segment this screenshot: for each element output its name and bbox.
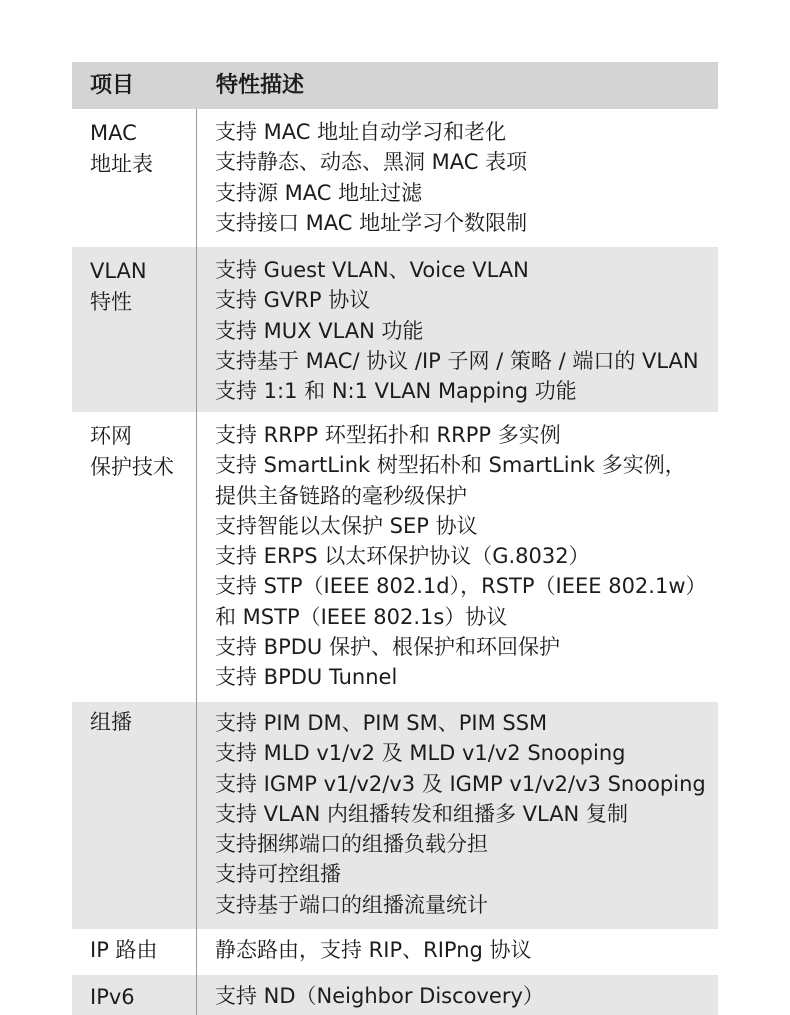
row-item [72, 975, 196, 1015]
desc-line: 支持 1:1 和 N:1 VLAN Mapping 功能 [215, 379, 577, 404]
desc-line: 支持 BPDU Tunnel [215, 665, 398, 690]
desc-line: 支持 ND（Neighbor Discovery） [215, 984, 544, 1008]
feature-table [72, 62, 718, 1015]
row-item [72, 412, 196, 702]
desc-line: 支持基于端口的组播流量统计 [215, 892, 488, 917]
row-desc [196, 412, 718, 702]
row-desc [196, 702, 718, 929]
desc-line: 提供主备链路的毫秒级保护 [215, 483, 467, 508]
desc-line: 支持 ERPS 以太环保护协议（G.8032） [215, 544, 590, 569]
desc-line: 支持基于 MAC/ 协议 /IP 子网 / 策略 / 端口的 VLAN [215, 348, 699, 373]
header-item: 项目 [90, 73, 135, 98]
row-item [72, 929, 196, 975]
item-line: 环网 [90, 424, 132, 448]
table-row [72, 412, 718, 702]
item-line: 地址表 [90, 152, 153, 176]
item-line: MAC [90, 121, 137, 145]
desc-line: 支持 STP（IEEE 802.1d），RSTP（IEEE 802.1w） [215, 574, 707, 599]
row-item [72, 109, 196, 247]
desc-line: 支持可控组播 [215, 862, 341, 887]
desc-line: 支持 SmartLink 树型拓朴和 SmartLink 多实例， [215, 453, 686, 478]
item-line: IPv6 [90, 985, 135, 1009]
desc-line: 静态路由，支持 RIP、RIPng 协议 [215, 938, 532, 962]
row-item [72, 247, 196, 412]
row-desc [196, 929, 718, 975]
desc-line: 支持 VLAN 内组播转发和组播多 VLAN 复制 [215, 801, 628, 826]
desc-line: 支持智能以太保护 SEP 协议 [215, 513, 478, 538]
table-row [72, 247, 718, 412]
desc-line: 支持 PIM DM、PIM SM、PIM SSM [215, 711, 548, 735]
desc-line: 支持捆绑端口的组播负载分担 [215, 832, 488, 857]
row-desc [196, 247, 718, 412]
item-line: 保护技术 [90, 455, 174, 479]
desc-line: 支持 BPDU 保护、根保护和环回保护 [215, 635, 560, 660]
item-line: 组播 [90, 710, 132, 734]
desc-line: 支持静态、动态、黑洞 MAC 表项 [215, 150, 528, 175]
table-row [72, 975, 718, 1015]
table-row [72, 702, 718, 929]
header-desc: 特性描述 [216, 73, 305, 98]
item-line: VLAN [90, 259, 147, 283]
table-header [72, 62, 718, 109]
row-desc [196, 975, 718, 1015]
table-row [72, 109, 718, 247]
desc-line: 支持 IGMP v1/v2/v3 及 IGMP v1/v2/v3 Snooping [215, 771, 706, 796]
desc-line: 支持 RRPP 环型拓扑和 RRPP 多实例 [215, 423, 561, 447]
item-line: IP 路由 [90, 938, 158, 962]
desc-line: 支持 GVRP 协议 [215, 288, 371, 313]
item-line: 特性 [90, 290, 132, 314]
desc-line: 和 MSTP（IEEE 802.1s）协议 [215, 604, 508, 629]
desc-line: 支持接口 MAC 地址学习个数限制 [215, 210, 528, 235]
desc-line: 支持 MAC 地址自动学习和老化 [215, 120, 507, 144]
desc-line: 支持 MLD v1/v2 及 MLD v1/v2 Snooping [215, 741, 626, 766]
desc-line: 支持源 MAC 地址过滤 [215, 180, 423, 205]
desc-line: 支持 MUX VLAN 功能 [215, 318, 424, 343]
desc-line: 支持 Guest VLAN、Voice VLAN [215, 258, 529, 282]
table-row [72, 929, 718, 975]
row-desc [196, 109, 718, 247]
row-item [72, 702, 196, 929]
